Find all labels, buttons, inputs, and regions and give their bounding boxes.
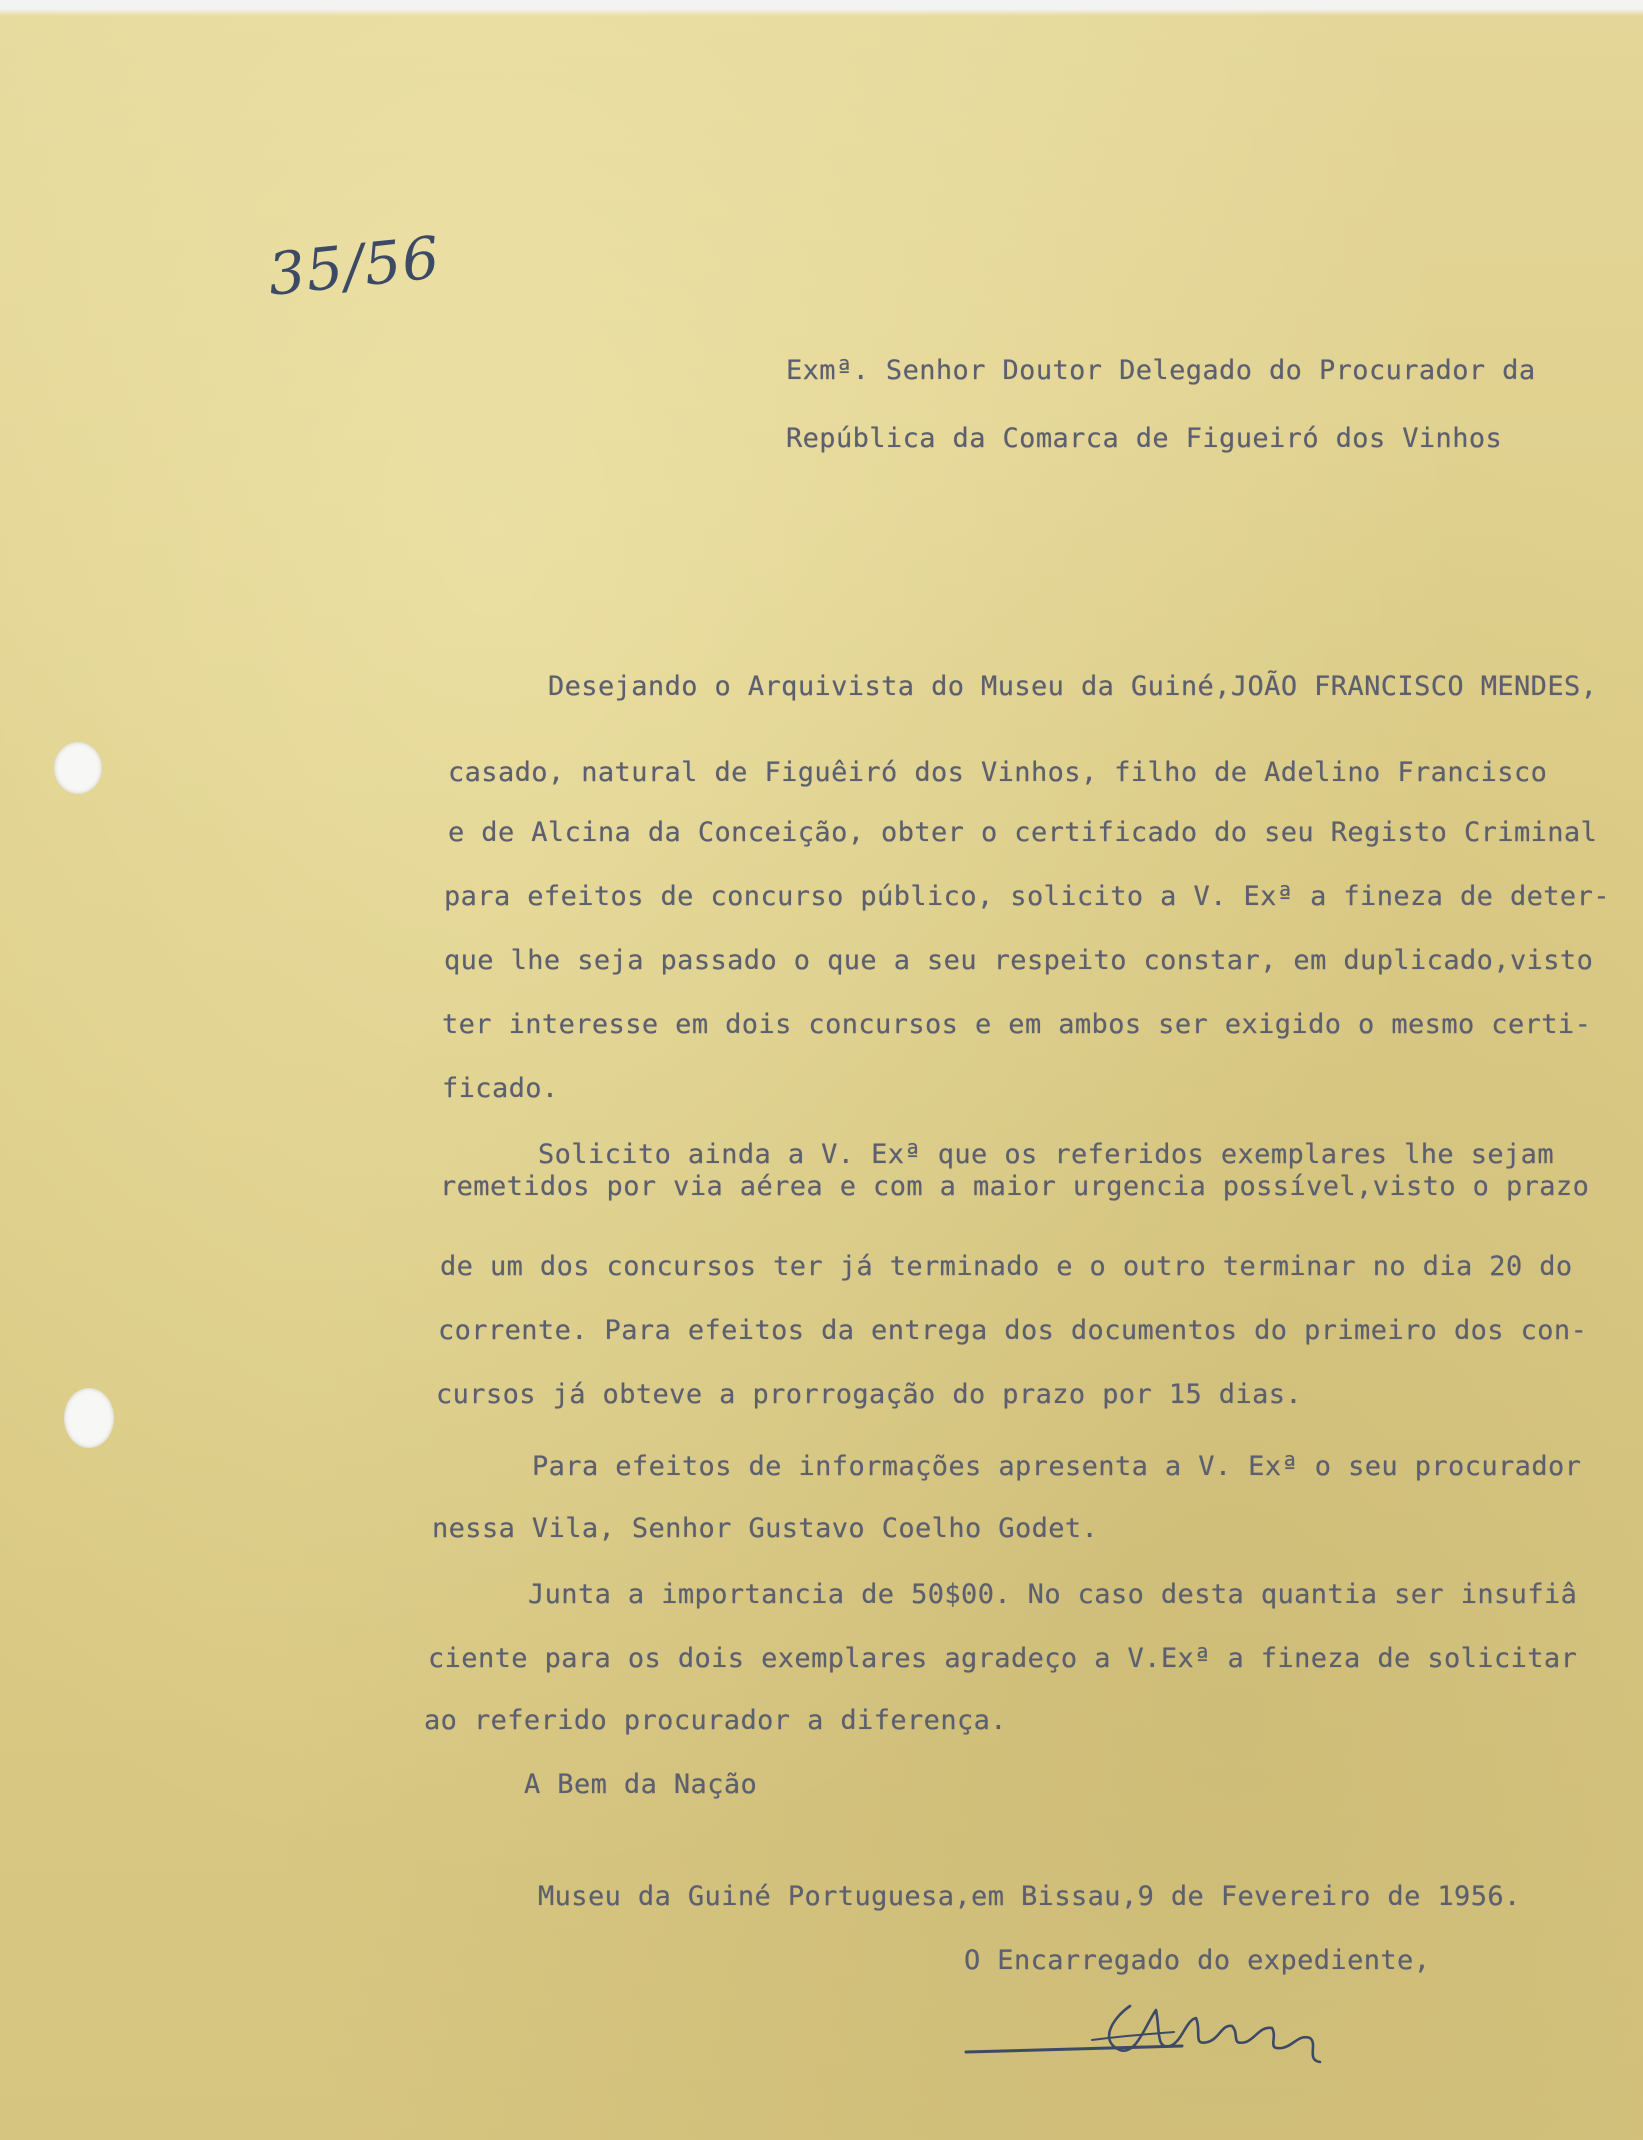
paragraph-4-line: ciente para os dois exemplares agradeço a V.Exª a fineza de solicitar: [428, 1643, 1578, 1674]
paragraph-1-line: Desejando o Arquivista do Museu da Guiné,JOÃO FRANCISCO MENDES,: [548, 671, 1598, 702]
paragraph-2-line: de um dos concursos ter já terminado e o outro terminar no dia 20 do: [440, 1251, 1573, 1282]
paper-top-edge: [0, 0, 1643, 16]
paragraph-1-line: que lhe seja passado o que a seu respeito constar, em duplicado,visto: [444, 945, 1594, 976]
paragraph-1-line: ficado.: [442, 1073, 559, 1104]
paragraph-2-line: Solicito ainda a V. Exª que os referidos exemplares lhe sejam: [538, 1139, 1554, 1170]
paragraph-2-line: cursos já obteve a prorrogação do prazo por 15 dias.: [436, 1379, 1303, 1410]
paragraph-3-line: nessa Vila, Senhor Gustavo Coelho Godet.: [432, 1513, 1099, 1544]
signer-title: O Encarregado do expediente,: [964, 1945, 1431, 1976]
punch-hole: [64, 1388, 114, 1448]
paragraph-4-line: Junta a importancia de 50$00. No caso desta quantia ser insufiâ: [528, 1579, 1578, 1610]
handwritten-reference-number: 35/56: [264, 223, 444, 309]
paragraph-1-line: e de Alcina da Conceição, obter o certificado do seu Registo Criminal: [448, 817, 1598, 848]
punch-hole: [54, 742, 102, 794]
place-and-date: Museu da Guiné Portuguesa,em Bissau,9 de Fevereiro de 1956.: [538, 1881, 1521, 1912]
paragraph-1-line: casado, natural de Figuêiró dos Vinhos, filho de Adelino Francisco: [448, 757, 1548, 788]
paragraph-1-line: para efeitos de concurso público, solicito a V. Exª a fineza de deter-: [444, 881, 1610, 912]
paragraph-1-line: ter interesse em dois concursos e em ambos ser exigido o mesmo certi-: [442, 1009, 1592, 1040]
paragraph-3-line: Para efeitos de informações apresenta a V. Exª o seu procurador: [532, 1451, 1582, 1482]
paragraph-2-line: remetidos por via aérea e com a maior urgencia possível,visto o prazo: [440, 1171, 1590, 1202]
paragraph-4-line: ao referido procurador a diferença.: [424, 1705, 1007, 1736]
handwritten-signature: [960, 1980, 1360, 2070]
addressee-line-1: Exmª. Senhor Doutor Delegado do Procurador da: [786, 355, 1536, 386]
closing-salutation: A Bem da Nação: [524, 1769, 758, 1800]
paragraph-2-line: corrente. Para efeitos da entrega dos documentos do primeiro dos con-: [438, 1315, 1588, 1346]
addressee-line-2: República da Comarca de Figueiró dos Vinhos: [786, 423, 1503, 454]
